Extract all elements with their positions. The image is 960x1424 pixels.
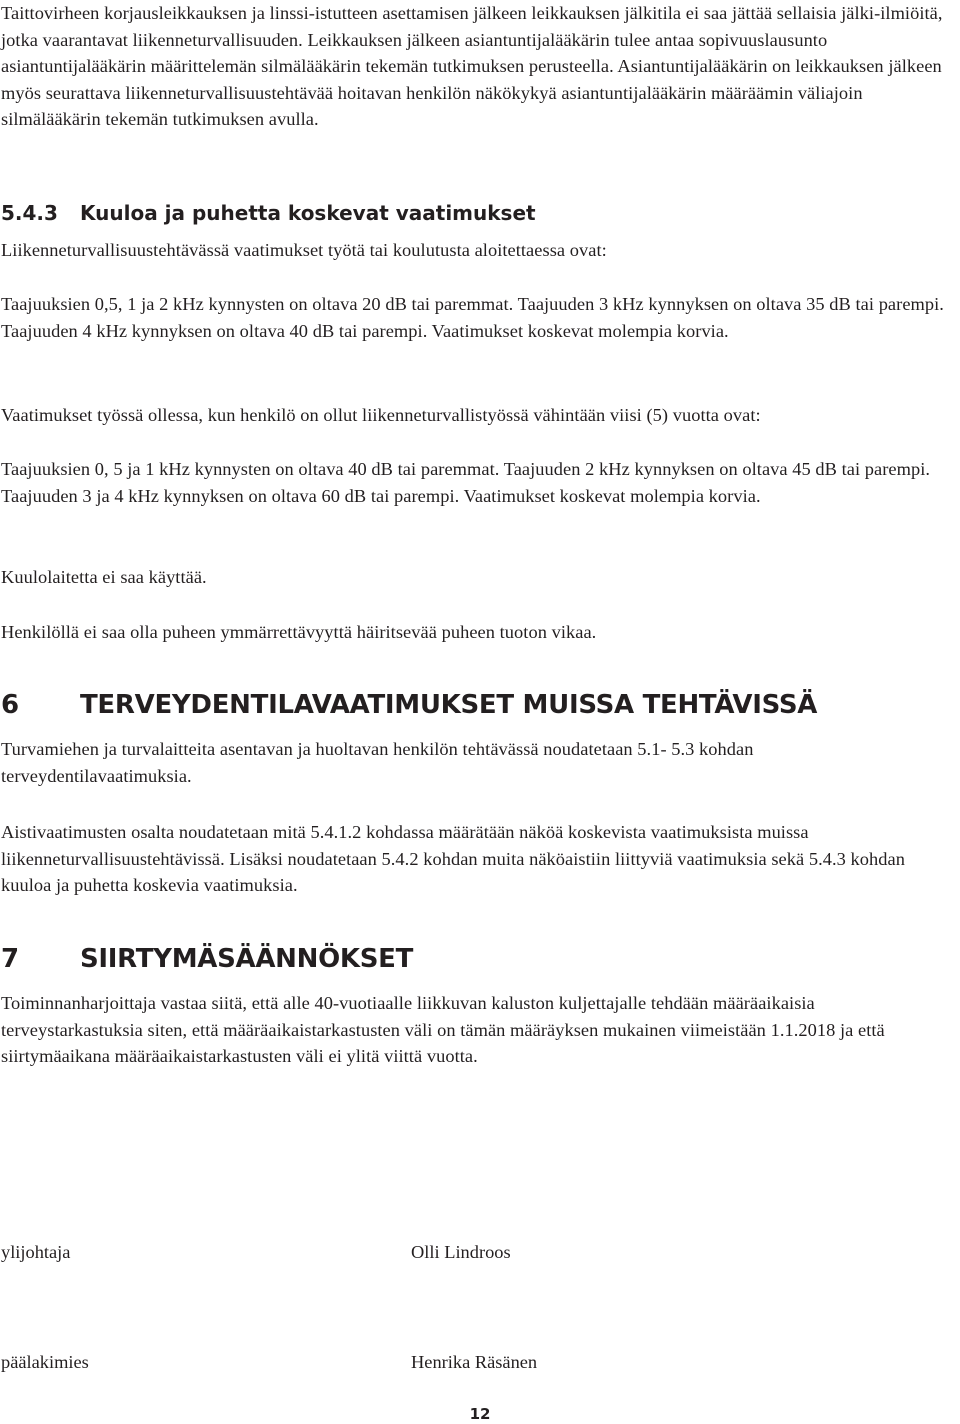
section-543-paragraph-3: Vaatimukset työssä ollessa, kun henkilö on ollut liikenneturvallistyössä vähintään viisi (5) vuotta ovat: [1,405,761,425]
section-543-title: Kuuloa ja puhetta koskevat vaatimukset [80,201,536,225]
section-543-heading [1,200,536,226]
signature-role-1: ylijohtaja [1,1242,71,1262]
section-6-heading [1,689,817,721]
intro-paragraph: Taittovirheen korjausleikkauksen ja linssi-istutteen asettamisen jälkeen leikkauksen jälkitila ei saa jättää sellaisia jälki-ilmiöitä, jotka vaarantavat liikenneturvallisuuden. Leikkauksen jälkeen asiantuntijalääkärin tulee antaa sopivuuslausunto asiantuntijalääkärin määrittelemän silmälääkärin tekemän tutkimuksen perusteella. Asiantuntijalääkärin on leikkauksen jälkeen myös seurattava liikenneturvallisuustehtävää hoitavan henkilön näkökykyä asiantuntijalääkärin määräämin väliajoin silmälääkärin tekemän tutkimuksen avulla. [1,3,943,130]
section-6-number: 6 [1,690,19,720]
section-7-heading [1,943,413,975]
section-543-paragraph-4: Taajuuksien 0, 5 ja 1 kHz kynnysten on oltava 40 dB tai paremmat. Taajuuden 2 kHz kynnyksen on oltava 45 dB tai parempi. Taajuuden 3 ja 4 kHz kynnyksen on oltava 60 dB tai parempi. Vaatimukset koskevat molempia korvia. [1,459,931,506]
section-7-title: SIIRTYMÄSÄÄNNÖKSET [80,944,414,974]
section-7-number: 7 [1,944,19,974]
signature-name-1: Olli Lindroos [411,1242,511,1262]
section-7-paragraph-1: Toiminnanharjoittaja vastaa siitä, että alle 40-vuotiaalle liikkuvan kaluston kuljettajalle tehdään määräaikaisia terveystarkastuksia siten, että määräaikaistarkastusten väli on tämän määräyksen mukainen viimeistään 1.1.2018 ja että siirtymäaikana määräaikaistarkastusten väli ei ylitä viittä vuotta. [1,993,885,1067]
section-6-title: TERVEYDENTILAVAATIMUKSET MUISSA TEHTÄVISSÄ [80,690,818,720]
signature-name-2: Henrika Räsänen [411,1352,538,1372]
section-543-paragraph-1: Liikenneturvallisuustehtävässä vaatimukset työtä tai koulutusta aloitettaessa ovat: [1,240,607,260]
section-543-paragraph-5: Kuulolaitetta ei saa käyttää. [1,567,207,587]
section-6-paragraph-1: Turvamiehen ja turvalaitteita asentavan ja huoltavan henkilön tehtävässä noudatetaan 5.1- 5.3 kohdan terveydentilavaatimuksia. [1,739,754,786]
section-543-paragraph-6: Henkilöllä ei saa olla puheen ymmärrettävyyttä häiritsevää puheen tuoton vikaa. [1,622,597,642]
section-6-paragraph-2: Aistivaatimusten osalta noudatetaan mitä 5.4.1.2 kohdassa määrätään näköä koskevista vaatimuksista muissa liikenneturvallisuustehtävissä. Lisäksi noudatetaan 5.4.2 kohdan muita näköaistiin liittyviä vaatimuksia sekä 5.4.3 kohdan kuuloa ja puhetta koskevia vaatimuksia. [1,822,905,896]
signature-role-2: päälakimies [1,1352,89,1372]
page-number: 12 [469,1405,491,1423]
section-543-number: 5.4.3 [1,201,58,225]
section-543-paragraph-2: Taajuuksien 0,5, 1 ja 2 kHz kynnysten on oltava 20 dB tai paremmat. Taajuuden 3 kHz kynnyksen on oltava 35 dB tai parempi. Taajuuden 4 kHz kynnyksen on oltava 40 dB tai parempi. Vaatimukset koskevat molempia korvia. [1,294,944,341]
